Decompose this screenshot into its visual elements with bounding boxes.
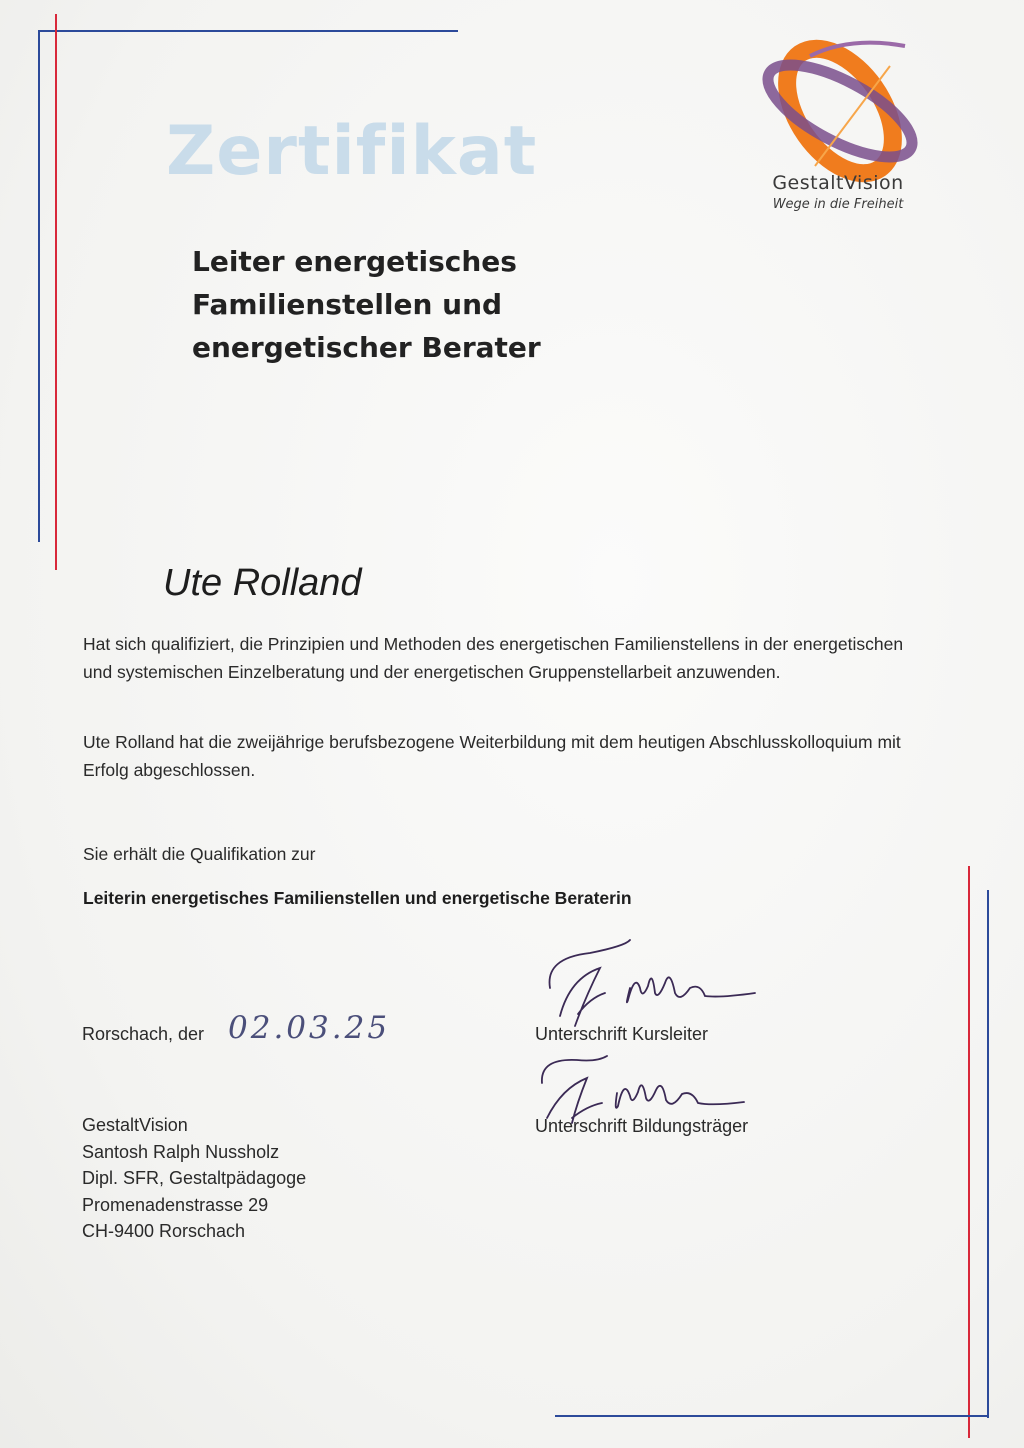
issuer-address [82, 1112, 306, 1245]
border-top-blue [38, 30, 458, 32]
border-right-blue [987, 890, 989, 1418]
certificate-watermark-title: Zertifikat [166, 112, 538, 191]
address-line: Promenadenstrasse 29 [82, 1194, 269, 1215]
qualification-paragraph: Hat sich qualifiziert, die Prinzipien und Methoden des energetischen Familienstellens in der energetischen und systemischen Einzelberatung und der energetischen Gruppenstellarbeit anzuwenden. [83, 634, 904, 682]
signature-label-kursleiter: Unterschrift Kursleiter [535, 1024, 709, 1044]
logo-tagline: Wege in die Freiheit [772, 197, 904, 212]
place-label: Rorschach, der [82, 1024, 205, 1044]
signature-label-bildungstraeger: Unterschrift Bildungsträger [535, 1116, 749, 1136]
border-left-blue [38, 30, 40, 542]
border-right-red [968, 866, 970, 1438]
completion-paragraph: Ute Rolland hat die zweijährige berufsbezogene Weiterbildung mit dem heutigen Abschlusskolloquium mit Erfolg abgeschlossen. [83, 732, 901, 780]
title-line: Familienstellen und [192, 288, 503, 321]
border-bottom-blue [555, 1415, 989, 1417]
border-left-red [55, 14, 57, 570]
address-line: GestaltVision [82, 1115, 188, 1135]
title-line: Leiter energetisches [192, 245, 517, 278]
qualification-intro: Sie erhält die Qualifikation zur [83, 844, 316, 864]
recipient-name: Ute Rolland [163, 562, 362, 604]
qualification-title: Leiterin energetisches Familienstellen und energetische Beraterin [83, 888, 632, 908]
certificate-title [192, 240, 541, 369]
address-line: Dipl. SFR, Gestaltpädagoge [82, 1168, 307, 1188]
address-line: Santosh Ralph Nussholz [82, 1141, 280, 1162]
address-line: CH-9400 Rorschach [82, 1221, 246, 1241]
handwritten-date: 02.03.25 [228, 1010, 391, 1046]
title-line: energetischer Berater [192, 331, 541, 364]
logo-name: GestaltVision [772, 172, 904, 194]
signature-kursleiter [530, 938, 770, 1030]
